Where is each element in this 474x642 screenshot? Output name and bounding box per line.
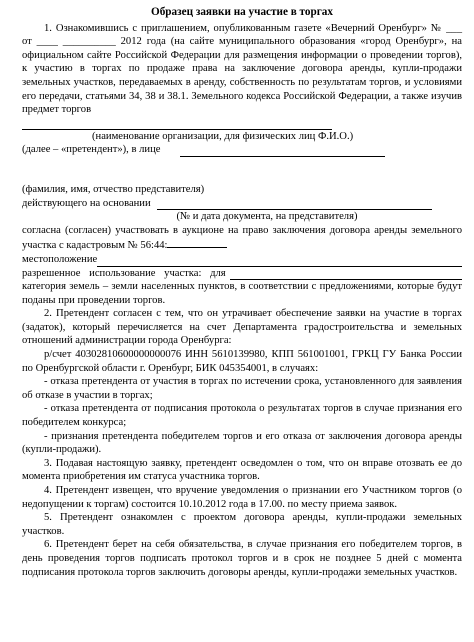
org-name-blank-line [22, 117, 332, 130]
usage-blank-line [230, 267, 462, 280]
paragraph-3: 3. Подавая настоящую заявку, претендент осведомлен о том, что он вправе отозвать ее до момента приобретения им статуса участника торгов. [22, 457, 462, 483]
pretendent-label: (далее – «претендент»), в лице [22, 144, 161, 156]
caption-rep: (фамилия, имя, отчество представителя) [22, 183, 205, 195]
empty-line [22, 157, 462, 170]
paragraph-intro: 1. Ознакомившись с приглашением, опубликованным газете «Вечерний Оренбург» № ___ от ____ __________ 2012 года (на сайте муниципального образования «город Оренбург», на официальном сайте Российской Федерации для размещения информации о проведении торгов), к участию в торгах по продаже права на заключение договора аренды, купли-продажи земельных участков, передаваемых в аренду, собственность по результатам торгов, и условиями его передачи, статьями 34, 38 и 38.1. Земельного кодекса Российской Федерации, а также изучив предмет торгов [22, 22, 462, 116]
location-label: местоположение [22, 253, 98, 265]
representative-blank-line [180, 144, 385, 157]
bullet-item: - отказа претендента от подписания протокола о результатах торгов в случае признания его победителем конкурса; [22, 403, 462, 429]
basis-blank-line [157, 197, 432, 210]
bullet-item: - отказа претендента от участия в торгах по истечении срока, установленного для заявления об отказе в участии в торгах; [22, 376, 462, 401]
location-row [22, 253, 462, 267]
location-blank-line [97, 254, 462, 267]
empty-line [22, 170, 462, 183]
pretendent-row [22, 143, 462, 157]
usage-row [22, 267, 462, 281]
bullet-item: - признания претендента победителем торгов и его отказа от заключения договора аренды (купли-продажи). [22, 430, 462, 456]
paragraph-2-account: р/счет 40302810600000000076 ИНН 5610139980, КПП 561001001, ГРКЦ ГУ Банка России по Оренбургской области г. Оренбург, БИК 045354001, в случаях: [22, 349, 462, 374]
caption-doc: (№ и дата документа, на представителя) [176, 211, 358, 223]
document-title: Образец заявки на участие в торгах [151, 6, 333, 18]
cadastral-blank [167, 237, 227, 248]
paragraph-2: 2. Претендент согласен с тем, что он утрачивает обеспечение заявки на участие в торгах (задаток), который перечисляется на счет Департамента градостроительства и земельных отношений администрации города Оренбурга: [22, 308, 462, 347]
paragraph-5: 5. Претендент ознакомлен с проектом договора аренды, купли-продажи земельных участков. [22, 512, 462, 537]
usage-label: разрешенное использование участка: для [22, 267, 226, 279]
agree-text: согласна (согласен) участвовать в аукционе на право заключения договора аренды земельного участка с кадастровым № 56:44: [22, 224, 462, 252]
basis-row [22, 197, 462, 211]
paragraph-6: 6. Претендент берет на себя обязательства, в случае признания его победителем торгов, в день проведения торгов подписать протокол торгов и в срок не позднее 5 дней с момента подписания протокола торгов заключить договоры аренды, купли-продажи земельных участков. [22, 539, 462, 578]
paragraph-agree [22, 224, 462, 253]
paragraph-category: категория земель – земли населенных пунктов, в соответствии с предложениями, которые будут поданы при проведении торгов. [22, 281, 462, 306]
basis-label: действующего на основании [22, 197, 151, 209]
caption-org: (наименование организации, для физических лиц Ф.И.О.) [92, 130, 354, 142]
paragraph-4: 4. Претендент извещен, что вручение уведомления о признании его Участником торгов (о недопущении к торгам) состоится 10.10.2012 года в 17.00. по месту приема заявок. [22, 485, 462, 510]
